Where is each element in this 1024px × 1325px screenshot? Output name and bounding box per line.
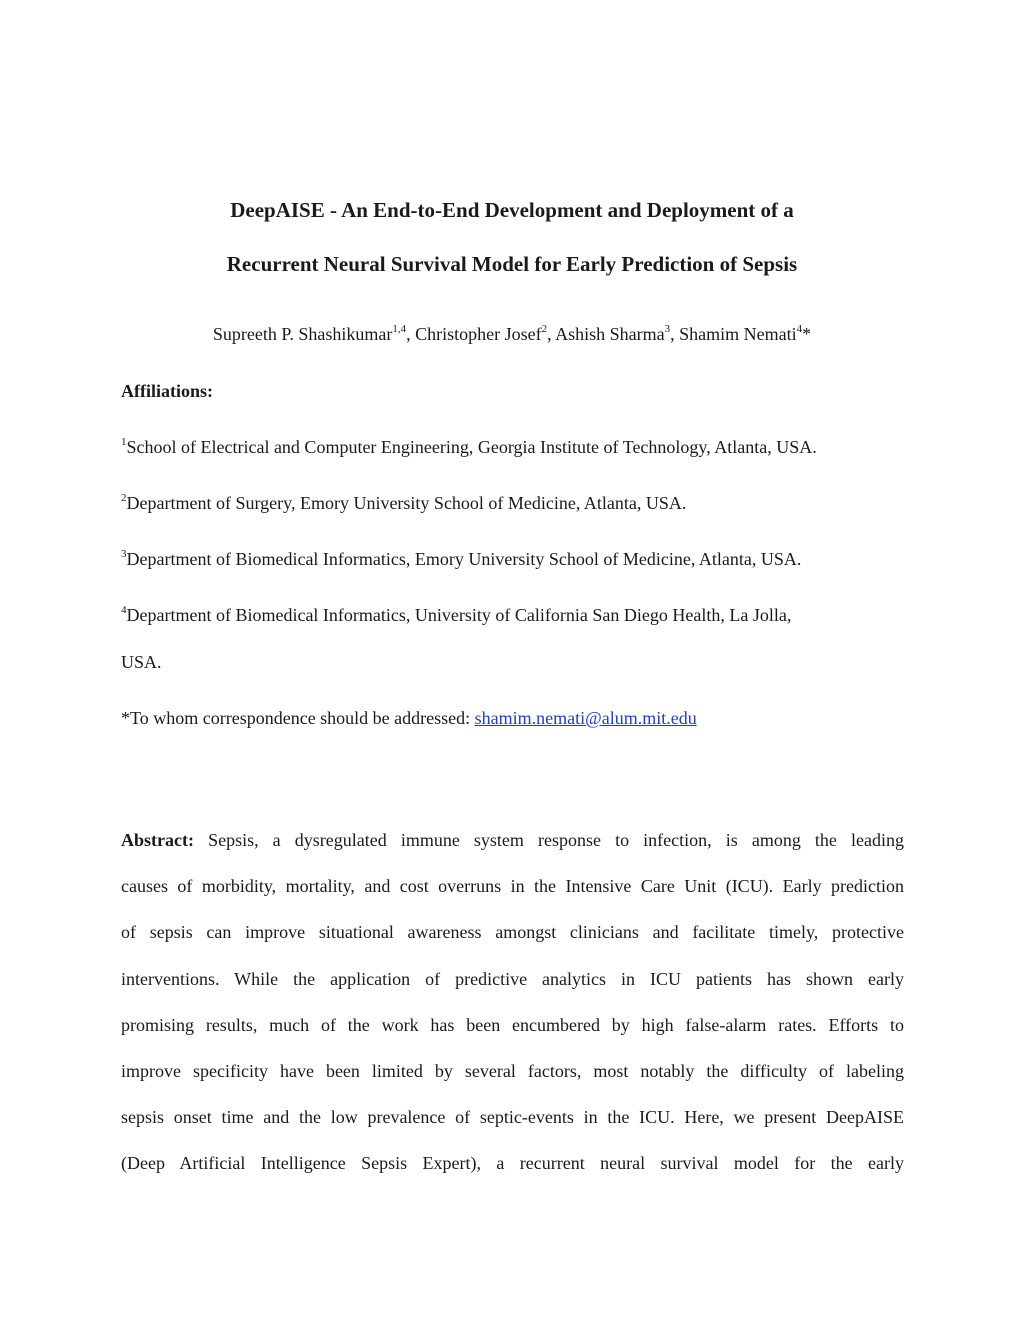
author-affiliation-marker: 1,4 — [392, 323, 407, 335]
affiliation-text: School of Electrical and Computer Engineering, Georgia Institute of Technology, Atlanta, USA. — [126, 437, 817, 457]
abstract-line: (Deep Artificial Intelligence Sepsis Expert), a recurrent neural survival model for the early — [121, 1153, 904, 1174]
correspondence-email-link[interactable]: shamim.nemati@alum.mit.edu — [474, 708, 697, 728]
abstract-line: sepsis onset time and the low prevalence of septic-events in the ICU. Here, we present DeepAISE — [121, 1107, 904, 1128]
affiliation-marker: 4 — [121, 604, 127, 616]
abstract-line: of sepsis can improve situational awareness amongst clinicians and facilitate timely, protective — [121, 922, 904, 943]
abstract-line: causes of morbidity, mortality, and cost overruns in the Intensive Care Unit (ICU). Early prediction — [121, 876, 904, 897]
author-name: Shamim Nemati — [679, 324, 797, 344]
correspondence-line — [121, 706, 697, 730]
author-affiliation-marker: 3 — [664, 323, 671, 335]
author-affiliation-marker: 4 — [796, 323, 803, 335]
author-name: Christopher Josef — [415, 324, 542, 344]
abstract-line: improve specificity have been limited by several factors, most notably the difficulty of labeling — [121, 1060, 904, 1081]
abstract-label: Abstract: — [121, 830, 194, 850]
paper-title-line-1: DeepAISE - An End-to-End Development and Deployment of a — [230, 198, 794, 222]
affiliations-heading: Affiliations: — [121, 381, 213, 401]
correspondence-text: *To whom correspondence should be addressed: — [121, 708, 475, 728]
author-name: Ashish Sharma — [555, 324, 665, 344]
abstract-block — [121, 817, 904, 1187]
affiliation-continuation: USA. — [121, 652, 162, 672]
affiliation-text: Department of Biomedical Informatics, Emory University School of Medicine, Atlanta, USA. — [126, 549, 802, 569]
affiliation-item — [121, 603, 791, 627]
affiliation-marker: 3 — [121, 548, 127, 560]
author-list: Supreeth P. Shashikumar$^{1,4}$, Christopher Josef$^2$, Ashish Sharma$^3$, Shamim Nemati$^4$* — [212, 323, 812, 344]
paper-title-line-2: Recurrent Neural Survival Model for Early Prediction of Sepsis — [226, 252, 798, 276]
affiliation-marker: 1 — [121, 436, 127, 448]
author-name: Supreeth P. Shashikumar — [212, 324, 393, 344]
affiliation-text: Department of Biomedical Informatics, University of California San Diego Health, La Jolla, — [126, 605, 792, 625]
affiliation-marker: 2 — [121, 492, 127, 504]
affiliation-item — [121, 435, 817, 459]
abstract-line: interventions. While the application of predictive analytics in ICU patients has shown early — [121, 968, 904, 989]
affiliation-item — [121, 491, 686, 515]
affiliation-item — [121, 547, 801, 571]
author-affiliation-marker: 2 — [541, 323, 548, 335]
abstract-line: promising results, much of the work has been encumbered by high false-alarm rates. Efforts to — [121, 1014, 904, 1035]
abstract-line: Abstract: Sepsis, a dysregulated immune system response to infection, is among the leading — [121, 830, 904, 850]
affiliation-text: Department of Surgery, Emory University School of Medicine, Atlanta, USA. — [126, 493, 687, 513]
